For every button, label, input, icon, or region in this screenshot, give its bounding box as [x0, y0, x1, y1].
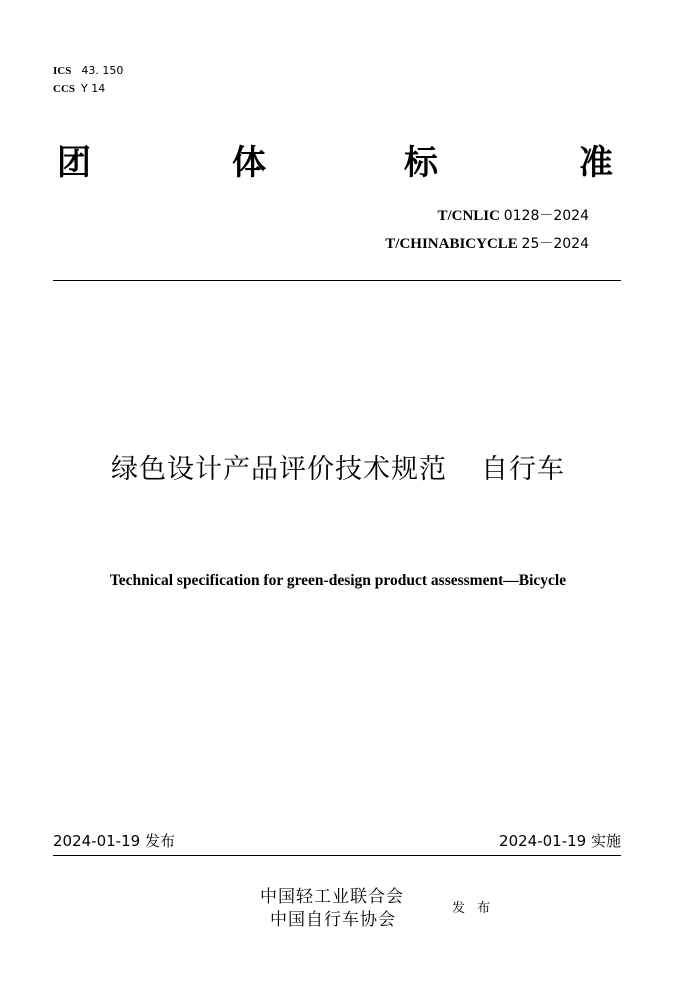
- ccs-code: [53, 82, 105, 96]
- ics-code: [53, 64, 123, 78]
- heading-char-4: 准: [579, 143, 613, 183]
- issued-label: 发 布: [452, 901, 495, 916]
- standard-number-1: [437, 207, 589, 225]
- title-cn-sub: 自行车: [481, 454, 565, 485]
- issuer-org-1: 中国轻工业联合会: [260, 887, 404, 907]
- standard-code-1: 0128－2024: [503, 208, 589, 224]
- top-divider: [53, 280, 621, 281]
- implementation-date: 2024-01-19 实施: [499, 832, 621, 850]
- heading-char-3: 标: [404, 143, 438, 183]
- ccs-value: Y 14: [81, 82, 106, 95]
- title-cn-main: 绿色设计产品评价技术规范: [111, 454, 447, 485]
- heading-char-2: 体: [232, 143, 266, 183]
- standard-prefix-2: T/CHINABICYCLE: [385, 236, 518, 252]
- title-chinese: [0, 452, 688, 488]
- title-english: Technical specification for green-design product assessment—Bicycle: [109, 572, 567, 589]
- standard-prefix-1: T/CNLIC: [437, 208, 500, 224]
- issuer-org-2: 中国自行车协会: [270, 910, 396, 930]
- heading-char-1: 团: [57, 143, 91, 183]
- ics-label: ICS: [53, 65, 72, 77]
- bottom-divider: [53, 855, 621, 856]
- standard-number-2: [385, 235, 589, 253]
- issue-date: 2024-01-19 发布: [53, 832, 175, 850]
- ics-value: 43. 150: [81, 64, 124, 77]
- standard-code-2: 25－2024: [521, 236, 589, 252]
- ccs-label: CCS: [53, 83, 76, 95]
